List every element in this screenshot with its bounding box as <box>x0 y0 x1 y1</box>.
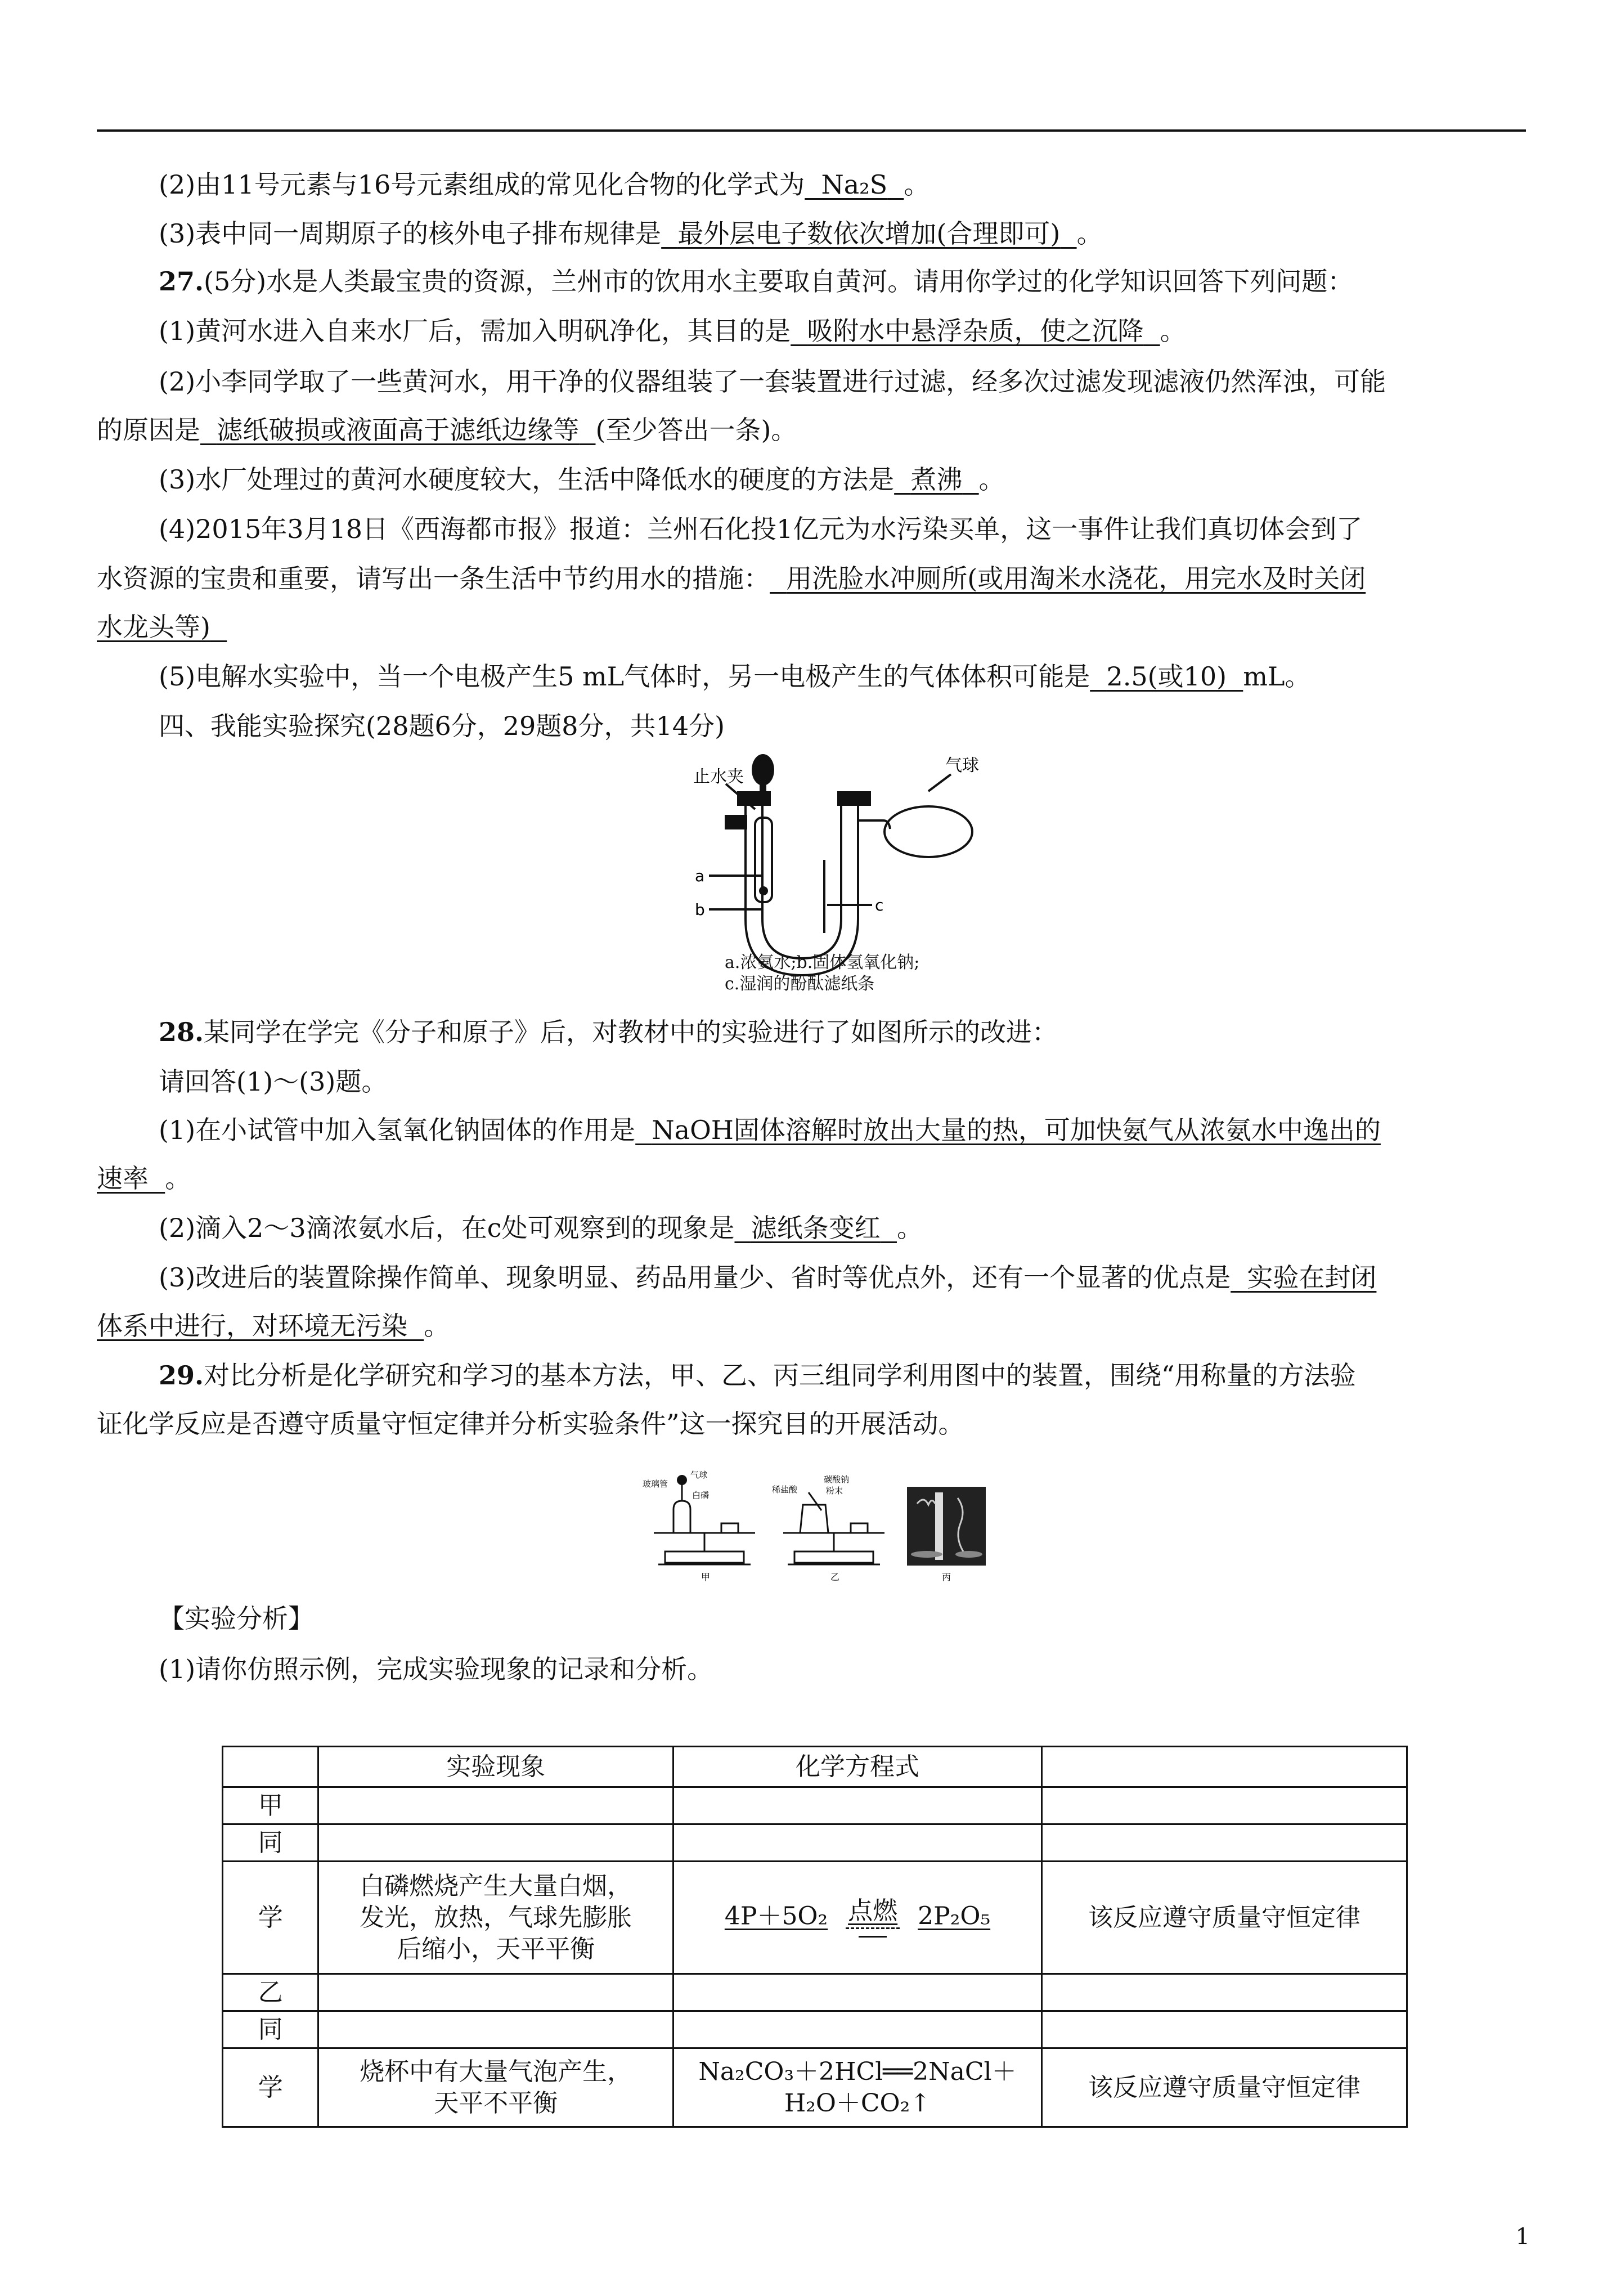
q28-3-answer-part2: 体系中进行，对环境无污染 <box>97 1311 407 1341</box>
jia-equals-short <box>859 1936 887 1938</box>
cell-empty <box>1042 1974 1407 2011</box>
q27-2-answer: 滤纸破损或液面高于滤纸边缘等 <box>217 415 580 445</box>
q26-3-answer: 最外层电子数依次增加(合理即可) <box>677 218 1061 249</box>
yi-phenomenon-1: 烧杯中有大量气泡产生， <box>360 2057 632 2086</box>
q28-1-line1 <box>159 1113 1381 1147</box>
q27-number: 27. <box>159 266 204 297</box>
dropper-bulb <box>752 754 774 786</box>
yi-equation-cell <box>673 2048 1041 2127</box>
figure-caption-bing: 丙 <box>942 1572 951 1582</box>
cell-empty <box>318 1824 673 1862</box>
yi-label-acid: 稀盐酸 <box>772 1485 798 1495</box>
yi-phenomenon-2: 天平不平衡 <box>434 2088 558 2118</box>
q28-1-end: 。 <box>165 1163 191 1194</box>
label-a: a <box>695 867 705 885</box>
balloon-leader <box>928 774 951 791</box>
header-rule <box>97 129 1526 132</box>
figure1-legend-line2: c.湿润的酚酞滤纸条 <box>725 974 875 994</box>
table-row <box>223 1824 1407 1862</box>
q27-3-line <box>159 463 1005 496</box>
q29-stem-line2: 证化学反应是否遵守质量守恒定律并分析实验条件”这一探究目的开展活动。 <box>97 1409 964 1439</box>
right-stopper <box>837 791 871 806</box>
cell-empty <box>673 2011 1041 2048</box>
cell-empty <box>673 1787 1041 1824</box>
q26-2-question: (2)由11号元素与16号元素组成的常见化合物的化学式为 <box>159 169 805 200</box>
jia-equation-left: 4P＋5O₂ <box>724 1902 828 1930</box>
q26-2-answer: Na₂S <box>821 169 888 200</box>
cell-empty <box>318 1787 673 1824</box>
q28-3-question: (3)改进后的装置除操作简单、现象明显、药品用量少、省时等优点外，还有一个显著的优点是 <box>159 1262 1231 1293</box>
jia-equation-condition <box>846 1898 900 1938</box>
cell-empty <box>673 1824 1041 1862</box>
cell-empty <box>1042 2011 1407 2048</box>
q27-2-lead: 的原因是 <box>97 415 200 445</box>
row-yi-char1: 乙 <box>223 1974 318 2011</box>
q27-4-answer-part2: 水龙头等) <box>97 612 210 642</box>
q27-4-answer-part1: 用洗脸水冲厕所(或用淘米水浇花，用完水及时关闭 <box>786 563 1366 594</box>
q27-4-line2 <box>97 562 1366 595</box>
cell-empty <box>673 1974 1041 2011</box>
jia-equation-right: 2P₂O₅ <box>918 1902 991 1930</box>
table-header-row <box>223 1747 1407 1787</box>
clamp-block <box>725 815 747 829</box>
bing-photo <box>907 1487 986 1566</box>
jia-equation-cell <box>673 1862 1041 1974</box>
section-4-heading: 四、我能实验探究(28题6分，29题8分，共14分) <box>159 711 725 741</box>
u-tube-inner <box>762 804 841 958</box>
q28-sub: 请回答(1)～(3)题。 <box>159 1066 388 1097</box>
jia-label-balloon: 气球 <box>690 1470 708 1480</box>
q28-2-line <box>159 1211 923 1245</box>
jia-phenomenon-2: 发光，放热，气球先膨胀 <box>360 1903 632 1932</box>
figure1-legend-line1: a.浓氨水;b.固体氢氧化钠; <box>725 953 920 972</box>
q27-3-question: (3)水厂处理过的黄河水硬度较大，生活中降低水的硬度的方法是 <box>159 464 895 495</box>
q27-2-line1: (2)小李同学取了一些黄河水，用干净的仪器组装了一套装置进行过滤，经多次过滤发现滤液仍然浑浊，可能 <box>159 366 1386 397</box>
table-row <box>223 1974 1407 2011</box>
q28-2-end: 。 <box>896 1213 923 1243</box>
q28-1-answer-part1: NaOH固体溶解时放出大量的热，可加快氨气从浓氨水中逸出的 <box>652 1115 1381 1145</box>
q27-2-line2 <box>97 413 797 447</box>
q27-4-line3 <box>97 610 227 644</box>
table-row <box>223 2011 1407 2048</box>
cell-empty <box>318 2011 673 2048</box>
q27-3-answer: 煮沸 <box>910 464 963 495</box>
q27-4-line1: (4)2015年3月18日《西海都市报》报道：兰州石化投1亿元为水污染买单，这一事件让我们真切体会到了 <box>159 514 1363 544</box>
yi-phenomenon-cell <box>318 2048 673 2127</box>
balance-yi <box>783 1492 884 1564</box>
q27-5-question: (5)电解水实验中，当一个电极产生5 mL气体时，另一电极产生的气体体积可能是 <box>159 661 1090 692</box>
jia-phenomenon-cell <box>318 1862 673 1974</box>
table-row <box>223 1862 1407 1974</box>
cell-empty <box>1042 1824 1407 1862</box>
label-clamp: 止水夹 <box>693 767 744 787</box>
q27-5-unit: mL。 <box>1243 661 1311 692</box>
jia-phenomenon-3: 后缩小，天平平衡 <box>397 1934 595 1963</box>
q29-1-instruction: (1)请你仿照示例，完成实验现象的记录和分析。 <box>159 1654 713 1684</box>
q28-number: 28. <box>159 1017 204 1047</box>
q27-stem <box>159 264 1353 298</box>
figure-caption-yi: 乙 <box>830 1572 840 1582</box>
q27-3-end: 。 <box>978 464 1005 495</box>
jia-conclusion: 该反应遵守质量守恒定律 <box>1042 1862 1407 1974</box>
q27-5-line <box>159 660 1310 693</box>
row-jia-char2: 同 <box>223 1824 318 1862</box>
q28-1-answer-part2: 速率 <box>97 1163 149 1194</box>
q26-3-end: 。 <box>1076 218 1103 249</box>
q26-3-question: (3)表中同一周期原子的核外电子排布规律是 <box>159 218 662 249</box>
label-balloon: 气球 <box>945 756 979 775</box>
yi-equation-1: Na₂CO₃＋2HCl══2NaCl＋ <box>698 2057 1017 2086</box>
balloon-shape <box>884 806 972 857</box>
q28-2-question: (2)滴入2～3滴浓氨水后，在c处可观察到的现象是 <box>159 1213 735 1243</box>
row-jia-char1: 甲 <box>223 1787 318 1824</box>
q27-1-line <box>159 314 1186 348</box>
q27-1-question: (1)黄河水进入自来水厂后，需加入明矾净化，其目的是 <box>159 316 791 346</box>
yi-conclusion: 该反应遵守质量守恒定律 <box>1042 2048 1407 2127</box>
yi-label-powder: 粉末 <box>826 1486 843 1496</box>
q28-stem <box>159 1015 1058 1049</box>
q29-number: 29. <box>159 1360 204 1391</box>
jia-equals-line <box>846 1927 900 1929</box>
row-yi-char3: 学 <box>223 2048 318 2127</box>
q27-2-tail: (至少答出一条)。 <box>595 415 797 445</box>
cell-empty <box>1042 1787 1407 1824</box>
q27-5-answer: 2.5(或10) <box>1106 661 1227 692</box>
q28-3-end: 。 <box>424 1311 450 1341</box>
q27-1-answer: 吸附水中悬浮杂质，使之沉降 <box>807 316 1144 346</box>
q27-1-end: 。 <box>1160 316 1186 346</box>
q26-2-end: 。 <box>904 169 930 200</box>
q27-4-lead: 水资源的宝贵和重要，请写出一条生活中节约用水的措施： <box>97 563 770 594</box>
dropper-neck <box>760 784 766 795</box>
analysis-heading: 【实验分析】 <box>159 1603 314 1634</box>
jia-balloon-icon <box>677 1475 687 1485</box>
page-number: 1 <box>1515 2224 1530 2250</box>
balance-experiments-figure <box>643 1470 997 1582</box>
header-empty-1 <box>223 1747 318 1787</box>
table-row <box>223 2048 1407 2127</box>
jia-phenomenon-1: 白磷燃烧产生大量白烟， <box>360 1871 632 1900</box>
label-c: c <box>875 896 884 914</box>
row-yi-char2: 同 <box>223 2011 318 2048</box>
jia-condition-text: 点燃 <box>848 1896 898 1925</box>
label-b: b <box>695 900 705 919</box>
q26-2-line <box>159 168 930 201</box>
cell-empty <box>318 1974 673 2011</box>
header-empty-2 <box>1042 1747 1407 1787</box>
experiment-table <box>222 1746 1408 2128</box>
jia-label-phosphorus: 白磷 <box>692 1490 710 1500</box>
q26-3-line <box>159 217 1103 250</box>
naoh-solid <box>759 886 768 895</box>
q29-text1: 对比分析是化学研究和学习的基本方法，甲、乙、丙三组同学利用图中的装置，围绕“用称量的方法验 <box>204 1360 1356 1391</box>
q28-1-question: (1)在小试管中加入氢氧化钠固体的作用是 <box>159 1115 636 1145</box>
header-phenomenon: 实验现象 <box>318 1747 673 1787</box>
q28-2-answer: 滤纸条变红 <box>751 1213 881 1243</box>
yi-label-carbonate: 碳酸钠 <box>824 1474 850 1485</box>
q28-3-line2 <box>97 1309 450 1343</box>
q28-3-answer-part1: 实验在封闭 <box>1247 1262 1377 1293</box>
header-equation: 化学方程式 <box>673 1747 1041 1787</box>
row-jia-char3: 学 <box>223 1862 318 1974</box>
q27-text: (5分)水是人类最宝贵的资源，兰州市的饮用水主要取自黄河。请用你学过的化学知识回答下列问题： <box>204 266 1354 297</box>
q28-3-line1 <box>159 1261 1376 1294</box>
table-row <box>223 1787 1407 1824</box>
q28-text: 某同学在学完《分子和原子》后，对教材中的实验进行了如图所示的改进： <box>204 1017 1058 1047</box>
figure-caption-jia: 甲 <box>701 1572 711 1582</box>
q28-1-line2 <box>97 1162 191 1195</box>
jia-label-tube: 玻璃管 <box>643 1479 668 1489</box>
q29-stem-line1 <box>159 1358 1356 1392</box>
yi-equation-2: H₂O＋CO₂↑ <box>784 2088 931 2118</box>
